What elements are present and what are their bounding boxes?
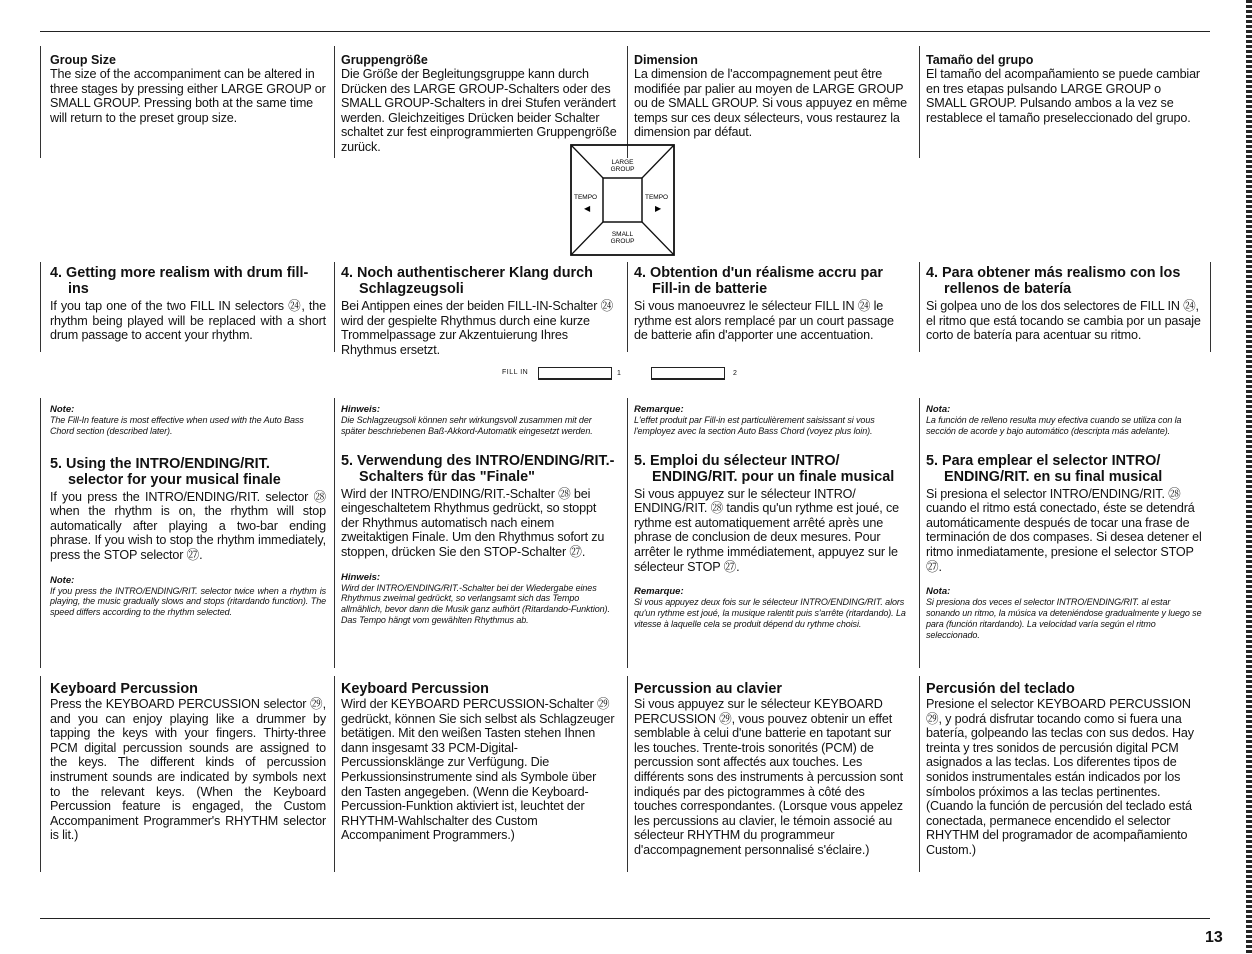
tempo-left-label: TEMPO (574, 194, 598, 201)
group-size-title-fr: Dimension (634, 53, 698, 67)
column-divider (40, 46, 41, 158)
section-5-en (50, 404, 326, 618)
arrow-right-icon: ▶ (655, 204, 662, 213)
section-4-fr (634, 265, 910, 343)
group-size-text-en: The size of the accompaniment can be altered in three stages by pressing either LARGE GROUP or SMALL GROUP. Pressing both at the same time will return to the preset group size. (50, 67, 326, 125)
section-4-text-en: If you tap one of the two FILL IN selectors ㉔, the rhythm being played will be replaced with a short drum passage to accent your rhythm. (50, 299, 326, 343)
note-2-title-es: Nota: (926, 586, 951, 598)
note-1-text-en: The Fill-In feature is most effective when used with the Auto Bass Chord section (described later). (50, 415, 304, 436)
column-divider (40, 398, 41, 668)
section-4-text-es: Si golpea uno de los dos selectores de FILL IN ㉔, el ritmo que está tocando se cambia por un pasaje corto de batería para acentuar su ritmo. (926, 299, 1201, 343)
group-size-text-fr: La dimension de l'accompagnement peut être modifiée par palier au moyen de LARGE GROUP ou de SMALL GROUP. Si vous appuyez en même temps sur ces deux sélecteurs, vous restaurez la dimension par défaut. (634, 67, 908, 140)
group-size-button-diagram (570, 144, 675, 256)
top-rule (40, 31, 1210, 32)
note-2-text-fr: Si vous appuyez deux fois sur le sélecteur INTRO/ENDING/RIT. alors qu'un rythme est joué, la musique ralentit puis s'arrête (ritardando). La vitesse à laquelle cela se produit dépend du rythme choisi. (634, 597, 906, 629)
section-5-title-fr: 5. Emploi du sélecteur INTRO/ ENDING/RIT. pour un finale musical (634, 452, 895, 485)
column-divider (919, 398, 920, 668)
note-2-title-en: Note: (50, 574, 75, 586)
page-edge-scan-border (1246, 0, 1252, 954)
note-1-text-es: La función de relleno resulta muy efectiva cuando se utiliza con la sección de acorde y bajo automático (descripta más adelante). (926, 415, 1182, 436)
column-divider (919, 46, 920, 158)
section-4-en (50, 265, 326, 343)
section-4-title-es: 4. Para obtener más realismo con los rellenos de batería (926, 265, 1181, 297)
fill-in-button-2 (651, 367, 725, 380)
note-2-text-es: Si presiona dos veces el selector INTRO/ENDING/RIT. al estar sonando un ritmo, la música va deteniéndose gradualmente y luego se para (función ritardando). La velocidad varía según el ritmo seleccionado. (926, 597, 1202, 640)
note-1-text-de: Die Schlagzeugsoli können sehr wirkungsvoll zusammen mit der später beschriebenen Baß-Akkord-Automatik eingesetzt werden. (341, 415, 593, 436)
group-size-es (926, 53, 1202, 125)
column-divider (40, 676, 41, 872)
section-4-text-fr: Si vous manoeuvrez le sélecteur FILL IN ㉔ le rythme est alors remplacé par un court passage de batterie afin d'apporter une accentuation. (634, 299, 894, 343)
keyboard-percussion-text-fr: Si vous appuyez sur le sélecteur KEYBOARD PERCUSSION ㉙, vous pouvez obtenir un effet semblable à celui d'une batterie en tapotant sur les touches. Trente-trois sonorités (PCM) de percussion sont affectés aux touches. Les différents sons des instruments à percussion sont indiqués par des pictogrammes à côté des touches correspondantes. (Lorsque vous appelez les percussions au clavier, le témoin associé au sélecteur RHYTHM du programmeur d'accompagnement personnalisé s'éclaire.) (634, 697, 903, 857)
column-divider (627, 262, 628, 352)
group-size-text-es: El tamaño del acompañamiento se puede cambiar en tres etapas pulsando LARGE GROUP o SMALL GROUP. Pulsando ambos a la vez se restablece el tamaño preseleccionado del grupo. (926, 67, 1200, 125)
keyboard-percussion-text-de: Wird der KEYBOARD PERCUSSION-Schalter ㉙ gedrückt, können Sie sich selbst als Schlagzeuger betätigen. Mit den weißen Tasten stehen Ihnen dann insgesamt 33 PCM-Digital-Percussionsklänge zur Verfügung. Die Perkussionsinstrumente sind als Symbole über den Tasten angegeben. (Wenn die Keyboard-Percussion-Funktion aktiviert ist, leuchtet der RHYTHM-Wahlschalter des Custom Accompaniment Programmers.) (341, 697, 615, 843)
group-size-fr (634, 53, 910, 140)
section-5-title-de: 5. Verwendung des INTRO/ENDING/RIT.-Schalters für das "Finale" (341, 452, 615, 485)
note-1-title-de: Hinweis: (341, 404, 381, 415)
note-2-text-de: Wird der INTRO/ENDING/RIT.-Schalter bei der Wiedergabe eines Rhythmus zweimal gedrückt, so verlangsamt sich das Tempo allmählich, bevor dann die Musik ganz aufhört (Ritardando-Funktion). Das Tempo hängt vom gewählten Rhythmus ab. (341, 582, 610, 625)
section-5-text-en: If you press the INTRO/ENDING/RIT. selector ㉘ when the rhythm is on, the rhythm will stop automatically after playing a two-bar ending phrase. If you wish to stop the rhythm immediately, press the STOP selector ㉗. (50, 489, 326, 562)
note-1-title-en: Note: (50, 404, 75, 415)
arrow-left-icon: ◀ (584, 204, 591, 213)
section-5-title-en: 5. Using the INTRO/ENDING/RIT. selector for your musical finale (50, 455, 281, 488)
keyboard-percussion-es (926, 681, 1202, 858)
section-5-text-fr: Si vous appuyez sur le sélecteur INTRO/ ENDING/RIT. ㉘ tandis qu'un rythme est joué, ce rythme est automatiquement arrêté après une phrase de conclusion de deux mesures. Pour arrêter le rythme immédiatement, appuyez sur le sélecteur STOP ㉗. (634, 486, 899, 574)
note-1-title-es: Nota: (926, 404, 951, 415)
group-size-en (50, 53, 326, 125)
keyboard-percussion-de (341, 681, 617, 843)
fill-in-number-1: 1 (617, 370, 621, 377)
section-4-title-de: 4. Noch authentischerer Klang durch Schlagzeugsoli (341, 265, 593, 297)
column-divider (40, 262, 41, 352)
tempo-group-buttons-illustration (570, 144, 675, 256)
section-4-title-fr: 4. Obtention d'un réalisme accru par Fill-in de batterie (634, 265, 883, 297)
tempo-right-label: TEMPO (645, 194, 669, 201)
section-4-title-en: 4. Getting more realism with drum fill-ins (50, 265, 309, 297)
column-divider (627, 398, 628, 668)
page-number: 13 (1205, 929, 1223, 946)
keyboard-percussion-title-de: Keyboard Percussion (341, 681, 489, 697)
section-4-text-de: Bei Antippen eines der beiden FILL-IN-Schalter ㉔ wird der gespielte Rhythmus durch eine kurze Trommelpassage zur Akzentuierung Ihres Rhythmus ersetzt. (341, 299, 614, 357)
column-divider (627, 676, 628, 872)
small-group-label: SMALL GROUP (610, 231, 635, 245)
section-5-text-es: Si presiona el selector INTRO/ENDING/RIT. ㉘ cuando el ritmo está conectado, éste se detendrá automáticamente después de tocar una frase de terminación de dos compases. Si desea detener el ritmo inmediatamente, presione el selector STOP ㉗. (926, 486, 1202, 574)
column-divider (334, 398, 335, 668)
keyboard-percussion-en (50, 681, 326, 843)
note-2-title-de: Hinweis: (341, 571, 381, 583)
group-size-title-es: Tamaño del grupo (926, 53, 1034, 67)
column-divider (334, 262, 335, 352)
column-divider (919, 262, 920, 352)
keyboard-percussion-title-en: Keyboard Percussion (50, 681, 198, 697)
fill-in-button-1 (538, 367, 612, 380)
column-divider (334, 676, 335, 872)
keyboard-percussion-title-fr: Percussion au clavier (634, 681, 782, 697)
note-1-text-fr: L'effet produit par Fill-in est particulièrement saisissant si vous l'employez avec la section Auto Bass Chord (voyez plus loin). (634, 415, 875, 436)
group-size-title-de: Gruppengröße (341, 53, 428, 67)
group-size-text-de: Die Größe der Begleitungsgruppe kann durch Drücken des LARGE GROUP-Schalters oder des SMALL GROUP-Schalters in drei Stufen verändert werden. Gleichzeitiges Drücken beider Schalter schaltet zur fest einprogrammierten Gruppengröße zurück. (341, 67, 617, 154)
column-divider (627, 46, 628, 158)
fill-in-label: FILL IN (502, 369, 529, 376)
section-4-de (341, 265, 617, 357)
group-size-title-en: Group Size (50, 53, 116, 67)
fill-in-number-2: 2 (733, 370, 737, 377)
keyboard-percussion-text-es: Presione el selector KEYBOARD PERCUSSION ㉙, y podrá disfrutar tocando como si fuera una batería, golpeando las teclas con sus dedos. Hay treinta y tres sonidos de percusión digital PCM asignados a las teclas. Los diferentes tipos de sonidos instrumentales están indicados por los símbolos próximos a las teclas pertinentes. (Cuando la función de percusión del teclado está conectada, permanece encendido el selector RHYTHM del programador de acompañamiento Custom.) (926, 697, 1194, 857)
keyboard-percussion-text-en: Press the KEYBOARD PERCUSSION selector ㉙, and you can enjoy playing like a drummer by tapping the keys with your fingers. Thirty-three PCM digital percussion sounds are assigned to the keys. The different kinds of percussion instrument sounds are indicated by symbols next to the relevant keys. (When the Keyboard Percussion feature is engaged, the Custom Accompaniment Programmer's RHYTHM selector is lit.) (50, 697, 326, 843)
section-5-es (926, 404, 1202, 640)
group-size-de (341, 53, 617, 155)
note-1-title-fr: Remarque: (634, 404, 684, 415)
column-divider (334, 46, 335, 158)
note-2-text-en: If you press the INTRO/ENDING/RIT. selector twice when a rhythm is playing, the music gradually slows and stops (ritardando function). The speed differs according to the rhythm selected. (50, 585, 326, 618)
large-group-label: LARGE GROUP (610, 159, 635, 173)
section-5-de (341, 404, 617, 626)
column-divider (919, 676, 920, 872)
keyboard-percussion-title-es: Percusión del teclado (926, 681, 1075, 697)
section-5-fr (634, 404, 910, 630)
keyboard-percussion-fr (634, 681, 910, 858)
column-divider (1210, 262, 1211, 352)
section-4-es (926, 265, 1202, 343)
bottom-rule (40, 918, 1210, 919)
section-5-title-es: 5. Para emplear el selector INTRO/ ENDING/RIT. en su final musical (926, 452, 1163, 485)
section-5-text-de: Wird der INTRO/ENDING/RIT.-Schalter ㉘ bei eingeschaltetem Rhythmus gedrückt, so stoppt der Rhythmus automatisch nach einem zweitaktigen Finale. Um den Rhythmus sofort zu stoppen, drücken Sie den STOP-Schalter ㉗. (341, 486, 605, 559)
note-2-title-fr: Remarque: (634, 586, 684, 598)
